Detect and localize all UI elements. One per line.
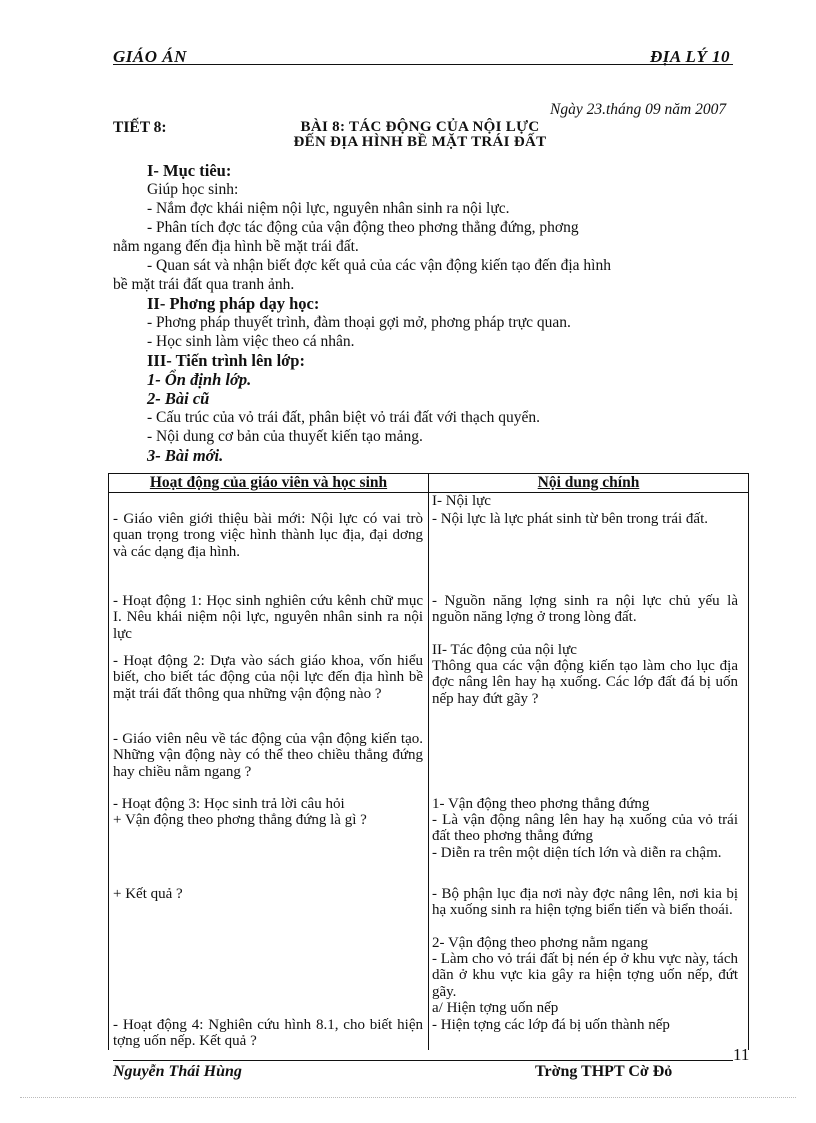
- objective-item: - Quan sát và nhận biết đợc kết quả của các vận động kiến tạo đến địa hình: [147, 257, 611, 274]
- step-new-lesson: 3- Bài mới.: [147, 446, 224, 465]
- content-paragraph: - Hiện tợng các lớp đá bị uốn thành nếp: [432, 1017, 670, 1033]
- step-old-lesson: 2- Bài cũ: [147, 389, 210, 408]
- content-paragraph: - Diễn ra trên một diện tích lớn và diễn ra chậm.: [432, 845, 722, 861]
- content-paragraph: - Nội lực là lực phát sinh từ bên trong trái đất.: [432, 511, 708, 527]
- activity-paragraph: - Hoạt động 4: Nghiên cứu hình 8.1, cho biết hiện tợng uốn nếp. Kết quả ?: [113, 1017, 423, 1050]
- activities-column: [109, 493, 429, 1051]
- footer-author: Nguyễn Thái Hùng: [113, 1063, 242, 1080]
- lesson-activity-table: [108, 473, 749, 1050]
- lesson-number: TIẾT 8:: [113, 119, 167, 136]
- step-class-stabilize: 1- Ổn định lớp.: [147, 370, 252, 389]
- section-heading-objectives: I- Mục tiêu:: [147, 161, 232, 180]
- content-paragraph: 1- Vận động theo phơng thẳng đứng: [432, 796, 650, 812]
- objective-item-cont: nằm ngang đến địa hình bề mặt trái đất.: [113, 238, 359, 255]
- content-paragraph: - Nguồn năng lợng sinh ra nội lực chủ yếu là nguồn năng lợng ở trong lòng đất.: [432, 593, 738, 626]
- lesson-date: Ngày 23.tháng 09 năm 2007: [550, 101, 727, 118]
- activity-paragraph: - Hoạt động 2: Dựa vào sách giáo khoa, vốn hiểu biết, cho biết tác động của nội lực đến địa hình bề mặt trái đất thông qua những vận động nào ?: [113, 653, 423, 702]
- lesson-title-line-2: ĐẾN ĐỊA HÌNH BỀ MẶT TRÁI ĐẤT: [293, 134, 547, 150]
- content-paragraph: - Là vận động nâng lên hay hạ xuống của vỏ trái đất theo phơng thẳng đứng: [432, 812, 738, 845]
- old-lesson-item: - Nội dung cơ bản của thuyết kiến tạo mảng.: [147, 428, 423, 445]
- method-item: - Học sinh làm việc theo cá nhân.: [147, 333, 355, 350]
- objective-item-cont: bề mặt trái đất qua tranh ảnh.: [113, 276, 295, 293]
- content-paragraph: - Bộ phận lục địa nơi này đợc nâng lên, nơi kia bị hạ xuống sinh ra hiện tợng biển tiến và biển thoái.: [432, 886, 738, 919]
- lesson-title-line-1: BÀI 8: TÁC ĐỘNG CỦA NỘI LỰC: [300, 119, 540, 135]
- section-heading-procedure: III- Tiến trình lên lớp:: [147, 351, 305, 370]
- content-paragraph: II- Tác động của nội lực: [432, 642, 577, 658]
- content-paragraph: 2- Vận động theo phơng nằm ngang: [432, 935, 648, 951]
- table-header-activities: Hoạt động của giáo viên và học sinh: [109, 474, 429, 493]
- section-heading-methods: II- Phơng pháp dạy học:: [147, 294, 320, 313]
- content-paragraph: a/ Hiện tợng uốn nếp: [432, 1000, 559, 1016]
- header-right: ĐỊA LÝ 10: [649, 47, 730, 66]
- footer-school: Trờng THPT Cờ Đỏ: [535, 1063, 673, 1080]
- header-divider: [113, 64, 733, 65]
- content-paragraph: Thông qua các vận động kiến tạo làm cho lục địa đợc nâng lên hay hạ xuống. Các lớp đất đá bị uốn nếp hay đứt gãy ?: [432, 658, 738, 707]
- method-item: - Phơng pháp thuyết trình, đàm thoại gợi mở, phơng pháp trực quan.: [147, 314, 571, 331]
- header-left: GIÁO ÁN: [113, 47, 187, 66]
- activity-paragraph: - Giáo viên giới thiệu bài mới: Nội lực có vai trò quan trọng trong việc hình thành lục địa, đại dơng và các dạng địa hình.: [113, 511, 423, 560]
- activity-paragraph: + Vận động theo phơng thẳng đứng là gì ?: [113, 812, 367, 828]
- content-paragraph: I- Nội lực: [432, 493, 491, 509]
- page-bottom-divider: [20, 1097, 796, 1098]
- footer-divider: [113, 1060, 733, 1061]
- objectives-intro: Giúp học sinh:: [147, 181, 239, 198]
- table-header-content: Nội dung chính: [429, 474, 749, 493]
- activity-paragraph: + Kết quả ?: [113, 886, 183, 902]
- objective-item: - Nắm đợc khái niệm nội lực, nguyên nhân sinh ra nội lực.: [147, 200, 510, 217]
- objective-item: - Phân tích đợc tác động của vận động theo phơng thẳng đứng, phơng: [147, 219, 579, 236]
- content-column: [429, 493, 749, 1051]
- activity-paragraph: - Giáo viên nêu về tác động của vận động kiến tạo. Những vận động này có thể theo chiều thẳng đứng hay chiều nằm ngang ?: [113, 731, 423, 780]
- page-number: 11: [733, 1045, 750, 1064]
- activity-paragraph: - Hoạt động 3: Học sinh trả lời câu hỏi: [113, 796, 345, 812]
- activity-paragraph: - Hoạt động 1: Học sinh nghiên cứu kênh chữ mục I. Nêu khái niệm nội lực, nguyên nhân sinh ra nội lực: [113, 593, 423, 642]
- old-lesson-item: - Cấu trúc của vỏ trái đất, phân biệt vỏ trái đất với thạch quyển.: [147, 409, 540, 426]
- content-paragraph: - Làm cho vỏ trái đất bị nén ép ở khu vực này, tách dãn ở khu vực kia gây ra hiện tợng uốn nếp, đứt gãy.: [432, 951, 738, 1000]
